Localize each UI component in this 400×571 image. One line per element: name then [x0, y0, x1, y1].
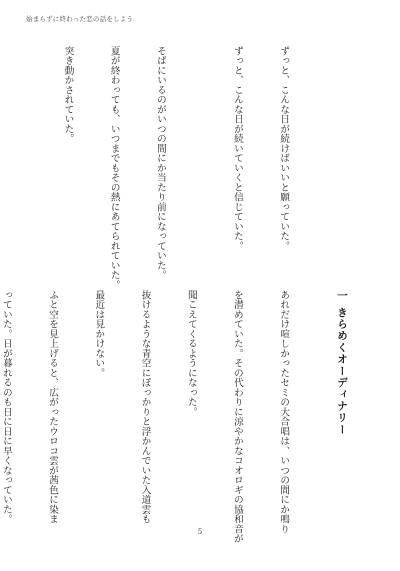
text-line: 聞こえてくるようになった。: [185, 290, 197, 417]
running-title: 始まらずに終わった恋の話をしよう: [26, 15, 134, 23]
text-line: を潜めていた。その代わりに涼やかなコオロギの協和音が: [231, 290, 243, 544]
text-line: 抜けるような青空にぽっかりと浮かんでいた入道雲も: [139, 290, 151, 524]
bottom-text-block: [0, 290, 322, 544]
text-line: っていた。日が暮れるのも日に日に早くなっていた。: [0, 290, 12, 524]
text-line: 夏が終わっても、いつまでもその熱にあてられていた。: [108, 46, 120, 290]
text-line: ふと空を見上げると、広がったウロコ雲が茜色に染ま: [47, 290, 59, 524]
text-line: 最近は見かけない。: [93, 290, 105, 378]
top-text-block: [0, 46, 322, 290]
chapter-title: 一 きらめくオーディナリー: [336, 290, 348, 436]
text-line: ずっと、こんな日が続いていくと信じていた。: [231, 46, 243, 251]
text-line: ずっと、こんな日が続けばいいと願っていた。: [278, 46, 290, 251]
text-line: 突き動かされていた。: [62, 46, 74, 144]
text-line: そばにいるのがいつの間にか当たり前になっていた。: [154, 46, 166, 280]
page-number: 5: [197, 528, 203, 536]
text-line: あれだけ喧しかったセミの大合唱は、いつの間にか鳴り: [278, 290, 290, 534]
